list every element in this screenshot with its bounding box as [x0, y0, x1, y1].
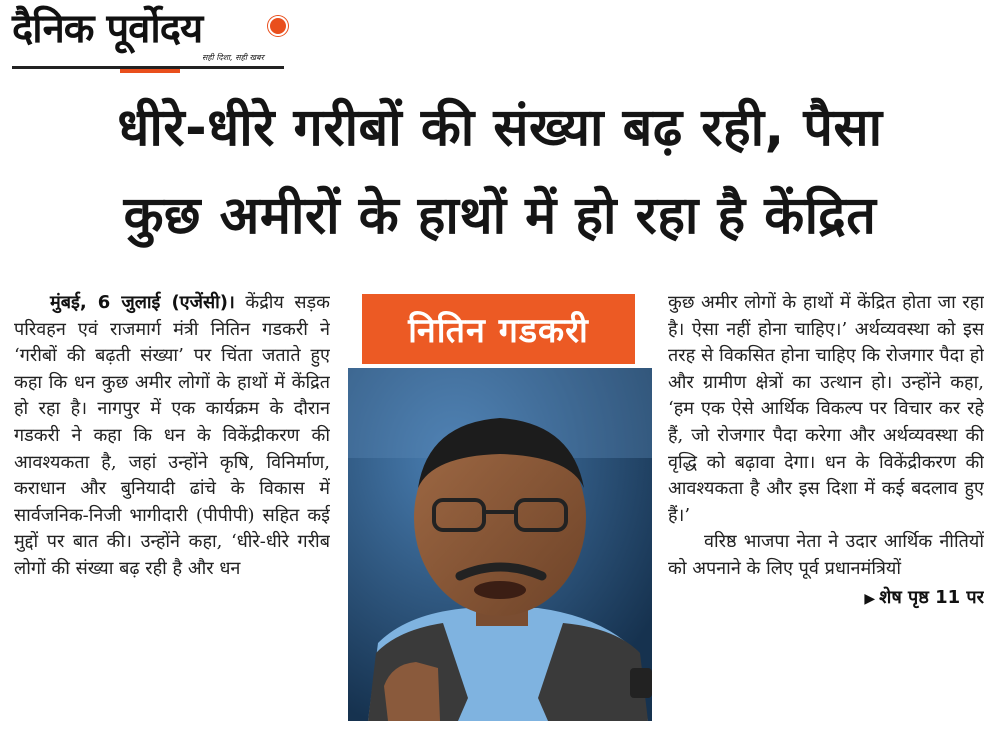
headline	[14, 84, 986, 260]
article-body-right-1: कुछ अमीर लोगों के हाथों में केंद्रित होता जा रहा है। ऐसा नहीं होना चाहिए।’ अर्थव्यवस्था को इस तरह से विकसित होना चाहिए कि रोजगार पैदा हो और ग्रामीण क्षेत्रों का उत्थान हो। उन्होंने कहा, ‘हम एक ऐसे आर्थिक विकल्प पर विचार कर रहे हैं, जो रोजगार पैदा करेगा और अर्थव्यवस्था की वृद्धि को बढ़ावा देगा। धन के विकेंद्रीकरण की आवश्यकता है और इस दिशा में कई बदलाव हुए हैं।’	[668, 292, 984, 526]
mouth-shape	[474, 581, 526, 599]
article-paragraph-2	[668, 529, 984, 582]
headline-line-2: कुछ अमीरों के हाथों में हो रहा है केंद्रित	[123, 186, 877, 246]
newspaper-logo: दैनिक पूर्वोदय	[12, 6, 203, 52]
article-column-right	[668, 290, 984, 728]
triangle-right-icon: ▶	[864, 590, 876, 607]
headline-line-1: धीरे-धीरे गरीबों की संख्या बढ़ रही, पैसा	[117, 98, 883, 158]
masthead	[12, 6, 284, 72]
logo-dot-icon	[268, 16, 288, 36]
article-body-left: केंद्रीय सड़क परिवहन एवं राजमार्ग मंत्री नितिन गडकरी ने ‘गरीबों की बढ़ती संख्या’ पर चिंता जताते हुए कहा कि धन कुछ अमीर लोगों के हाथों में केंद्रित हो रहा है। नागपुर में एक कार्यक्रम के दौरान गडकरी ने कहा कि धन के विकेंद्रीकरण की आवश्यकता है, जहां उन्होंने कृषि, विनिर्माण, कराधान और बुनियादी ढांचे के विकास में सार्वजनिक-निजी भागीदारी (पीपीपी) सहित कई मुद्दों पर बात की। उन्होंने कहा, ‘धीरे-धीरे गरीब लोगों की संख्या बढ़ रही है और धन	[14, 292, 330, 579]
portrait-illustration	[348, 368, 652, 721]
masthead-tagline: सही दिशा, सही खबर	[202, 53, 264, 62]
continued-label: शेष पृष्ठ 11 पर	[879, 586, 984, 608]
article-paragraph-1	[14, 290, 330, 583]
masthead-accent-bar	[120, 69, 180, 73]
article-body-right-2: वरिष्ठ भाजपा नेता ने उदार आर्थिक नीतियों को अपनाने के लिए पूर्व प्रधानमंत्रियों	[668, 531, 984, 579]
continued-notice[interactable]	[668, 585, 984, 613]
portrait-photo	[348, 368, 652, 721]
article-column-left	[14, 290, 330, 728]
article-dateline: मुंबई, 6 जुलाई (एजेंसी)।	[50, 292, 235, 313]
microphone-shape	[630, 668, 652, 698]
name-tag: नितिन गडकरी	[362, 294, 635, 364]
